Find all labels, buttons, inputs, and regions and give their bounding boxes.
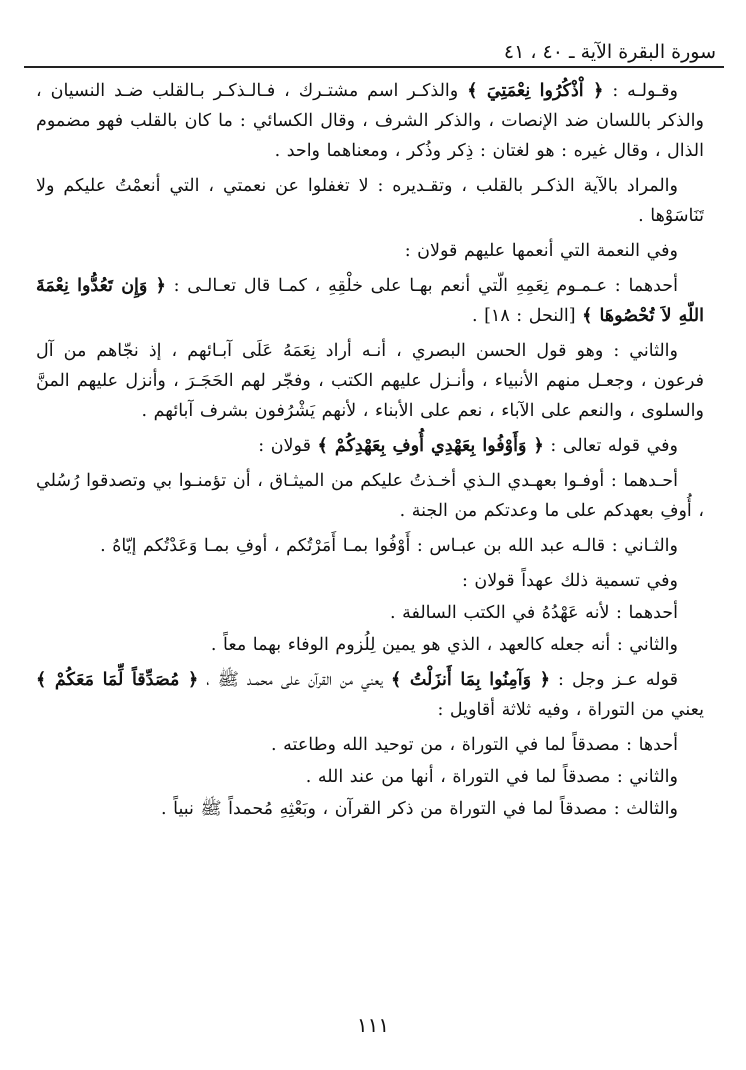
page-number: ١١١: [356, 1013, 390, 1037]
paragraph-p5: [36, 336, 704, 426]
paragraph-text: والذكـر اسم مشتـرك ، فـالـذكـر بـالقلب ضـد النسيان ، والذكر باللسان ضد الإنصات ، والذكر الشرف ، وقال الكسائي : ما كان بالقلب فهو مضموم الذال ، وقال غيره : هو لغتان : ذِكر وذُكر ، ومعناهما واحد .: [36, 81, 704, 161]
paragraph-p2: [36, 171, 704, 231]
commentary-body: [36, 76, 704, 1006]
paragraph-text: أحدهما : عـمـوم نِعَمِهِ الّتي أنعم بهـا على خلْقِهِ ، كمـا قال تعـالـى :: [165, 276, 678, 296]
paragraph-text: والثـاني : قالـه عبد الله بن عبـاس : أَوْفُوا بمـا أَمَرْتُكم ، أوفِ بمـا وَعَدْتُكم إيّاهُ .: [100, 536, 678, 556]
paragraph-p15: [36, 794, 704, 824]
quran-quote: ﴿ مُصَدِّقاً لِّمَا مَعَكُمْ ﴾: [36, 670, 199, 690]
paragraph-p3: [36, 236, 704, 266]
paragraph-text: وقـولـه :: [603, 81, 678, 101]
paragraph-text: يعني من القرآن على محمـد ﷺ ،: [198, 670, 391, 690]
paragraph-text: وفي قوله تعالى :: [543, 436, 678, 456]
paragraph-p6: [36, 431, 704, 461]
paragraph-text: والمراد بالآية الذكـر بالقلب ، وتقـديره : لا تغفلوا عن نعمتي ، التي أنعمْتُ عليكم ولا تَنَاسَوْها .: [36, 176, 704, 226]
paragraph-p8: [36, 531, 704, 561]
paragraph-p10: [36, 598, 704, 628]
running-header: [30, 30, 716, 66]
paragraph-p4: [36, 271, 704, 331]
paragraph-p13: [36, 730, 704, 760]
paragraph-p11: [36, 630, 704, 660]
paragraph-text: أحدها : مصدقاً لما في التوراة ، من توحيد الله وطاعته .: [271, 735, 678, 755]
quran-quote: ﴿ وَأَوْفُوا بِعَهْدِي أُوفِ بِعَهْدِكُمْ ﴾: [317, 436, 544, 456]
paragraph-text: والثاني : مصدقاً لما في التوراة ، أنها من عند الله .: [305, 767, 678, 787]
paragraph-p9: [36, 566, 704, 596]
paragraph-p14: [36, 762, 704, 792]
paragraph-text: وفي تسمية ذلك عهداً قولان :: [461, 571, 678, 591]
quran-quote: ﴿ وَإِن تَعُدُّوا نِعْمَةَ اللّهِ لاَ تُحْصُوهَا ﴾: [36, 276, 704, 326]
paragraph-text: والثاني : أنه جعله كالعهد ، الذي هو يمين لِلُزوم الوفاء بهما معاً .: [210, 635, 678, 655]
quran-quote: ﴿ اْذْكُرُوا نِعْمَتِيَ ﴾: [467, 81, 604, 101]
paragraph-text: والثاني : وهو قول الحسن البصري ، أنـه أراد نِعَمَهُ عَلَى آبـائهم ، إذ نجّاهم من آل فرعون ، وجعـل منهم الأنبياء ، وأنـزل عليهم الكتب ، وفجّر لهم الحَجَـرَ ، وأنزل عليهم المنَّ والسلوى ، والنعم على الآباء ، نعم على الأبناء ، لأنهم يَشْرُفون بشرف آبائهم .: [36, 341, 704, 421]
paragraph-text: أحـدهما : أوفـوا بعهـدي الـذي أخـذتُ عليكم من الميثـاق ، أن تؤمنـوا بي وتصدقوا رُسُلي ، أُوفِ بعهدكم على ما وعدتكم من الجنة .: [36, 471, 704, 521]
paragraph-text: يعني من التوراة ، وفيه ثلاثة أقاويل :: [437, 700, 704, 720]
header-divider: [24, 66, 724, 68]
paragraph-p1: [36, 76, 704, 166]
paragraph-text: وفي النعمة التي أنعمها عليهم قولان :: [404, 241, 678, 261]
paragraph-p12: [36, 665, 704, 725]
paragraph-p7: [36, 466, 704, 526]
paragraph-text: [النحل : ١٨] .: [471, 306, 583, 326]
surah-verse-title: سورة البقرة الآية ـ ٤٠ ، ٤١: [503, 41, 716, 63]
quran-quote: ﴿ وَآمِنُوا بِمَا أَنزَلْتُ ﴾: [390, 670, 550, 690]
paragraph-text: أحدهما : لأنه عَهْدُهُ في الكتب السالفة .: [389, 603, 678, 623]
paragraph-text: قولان :: [258, 436, 318, 456]
paragraph-text: والثالث : مصدقاً لما في التوراة من ذكر القرآن ، وبَعْثِهِ مُحمداً ﷺ نبياً .: [161, 799, 678, 819]
paragraph-text: قوله عـز وجل :: [549, 670, 678, 690]
